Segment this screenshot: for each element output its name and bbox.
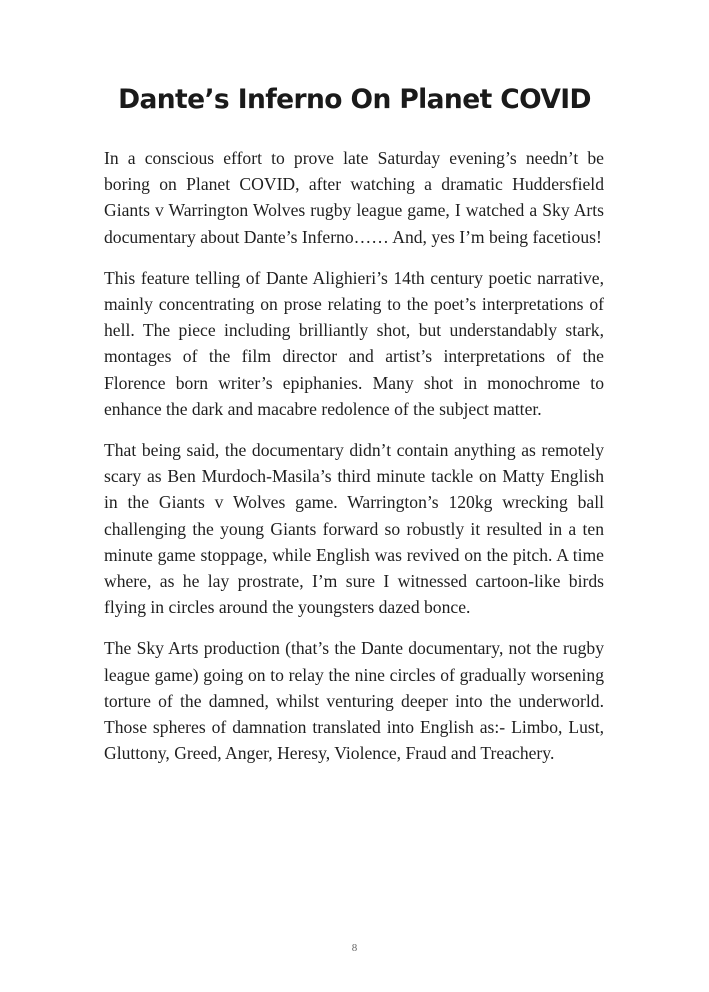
article-body [104,145,604,781]
paragraph-1: In a conscious effort to prove late Saturday evening’s needn’t be boring on Planet COVID, after watching a dramatic Huddersfield Giants v Warrington Wolves rugby league game, I watched a Sky Arts documentary about Dante’s Inferno…… And, yes I’m being facetious! [104,148,604,247]
paragraph-2: This feature telling of Dante Alighieri’s 14th century poetic narrative, mainly concentrating on prose relating to the poet’s interpretations of hell. The piece including brilliantly shot, but understandably stark, montages of the film director and artist’s interpretations of the Florence born writer’s epiphanies. Many shot in monochrome to enhance the dark and macabre redolence of the subject matter. [104,267,604,419]
page-number: 8 [351,942,358,954]
paragraph-4: The Sky Arts production (that’s the Dante documentary, not the rugby league game) going on to relay the nine circles of gradually worsening torture of the damned, whilst venturing deeper into the underworld. Those spheres of damnation translated into English as:- Limbo, Lust, Gluttony, Greed, Anger, Heresy, Violence, Fraud and Treachery. [104,638,604,764]
page-title: Dante’s Inferno On Planet COVID [118,84,591,115]
paragraph-3: That being said, the documentary didn’t contain anything as remotely scary as Ben Murdoch-Masila’s third minute tackle on Matty English in the Giants v Wolves game. Warrington’s 120kg wrecking ball challenging the young Giants forward so robustly it resulted in a ten minute game stoppage, while English was revived on the pitch. A time where, as he lay prostrate, I’m sure I witnessed cartoon-like birds flying in circles around the youngsters dazed bonce. [104,440,604,618]
